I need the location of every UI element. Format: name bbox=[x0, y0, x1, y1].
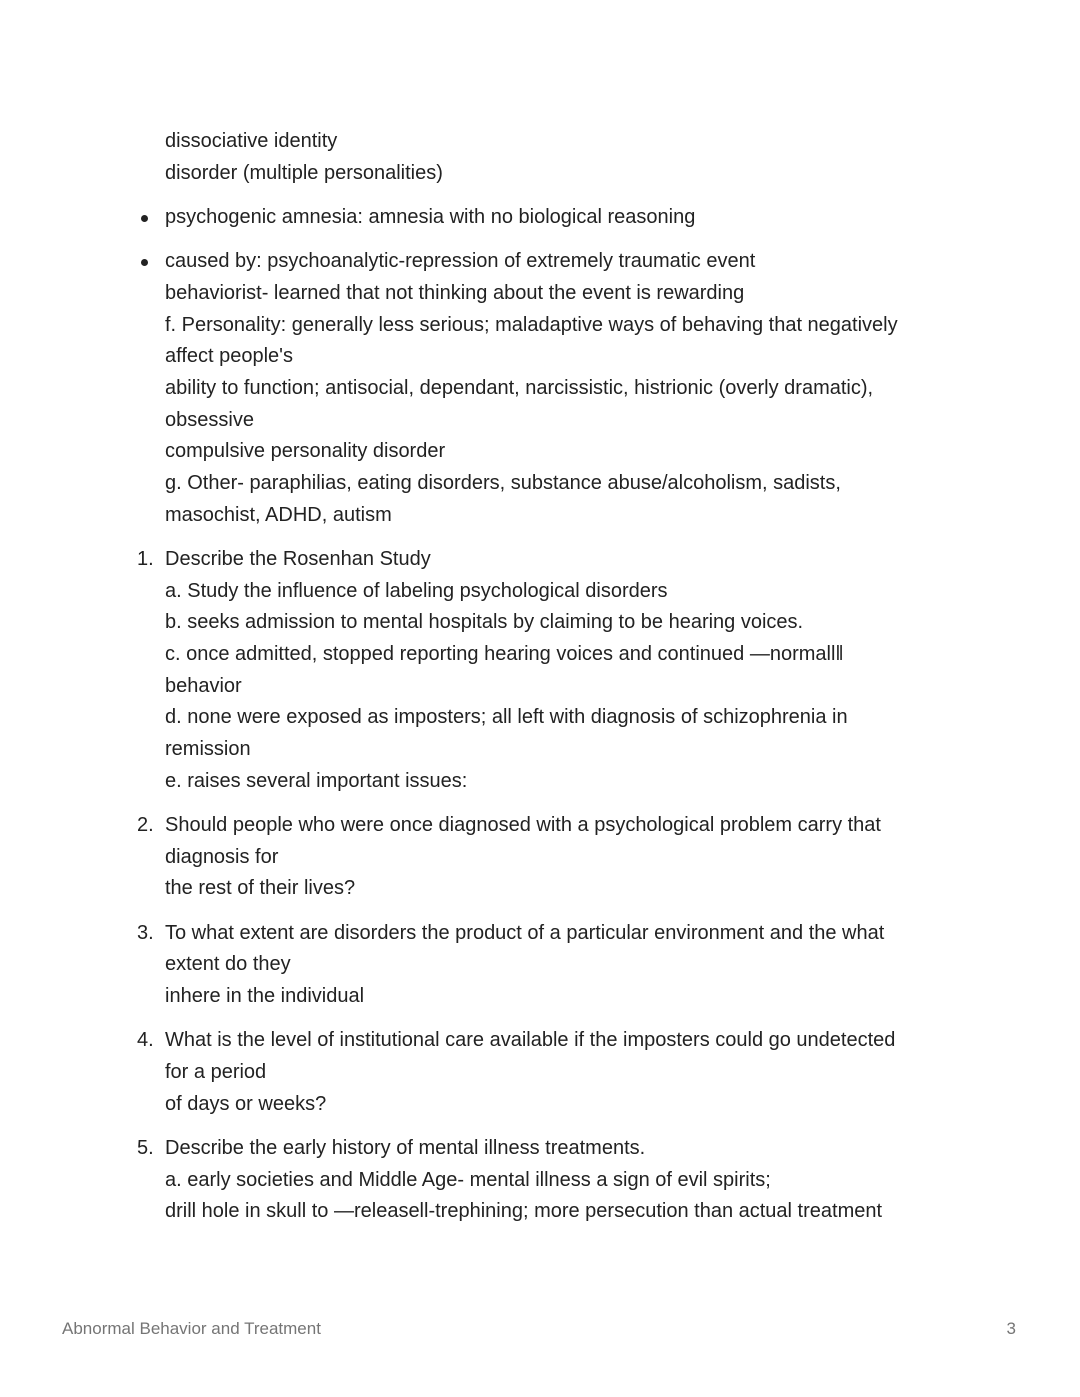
text-line: obsessive bbox=[165, 408, 254, 431]
text-line: caused by: psychoanalytic-repression of extremely traumatic event bbox=[165, 250, 756, 273]
text-line: a. Study the influence of labeling psychological disorders bbox=[165, 579, 668, 602]
bullet-item bbox=[0, 202, 1080, 234]
list-number: 2. bbox=[137, 814, 154, 837]
bullet-icon bbox=[141, 215, 148, 222]
list-number: 4. bbox=[137, 1029, 154, 1052]
text-line: psychogenic amnesia: amnesia with no biological reasoning bbox=[165, 205, 696, 228]
text-line: affect people's bbox=[165, 345, 293, 368]
footer-title: Abnormal Behavior and Treatment bbox=[62, 1319, 321, 1338]
text-line: for a period bbox=[165, 1060, 267, 1083]
numbered-item-2 bbox=[0, 810, 1080, 905]
text-line: inhere in the individual bbox=[165, 985, 365, 1008]
text-line: Should people who were once diagnosed with a psychological problem carry that bbox=[165, 814, 881, 837]
text-line: To what extent are disorders the product of a particular environment and the what bbox=[165, 921, 885, 944]
list-number: 3. bbox=[137, 921, 154, 944]
text-line: compulsive personality disorder bbox=[165, 440, 446, 463]
page-number: 3 bbox=[1006, 1319, 1016, 1338]
list-number: 1. bbox=[137, 547, 154, 570]
text-line: What is the level of institutional care available if the imposters could go undetected bbox=[165, 1029, 896, 1052]
text-line: disorder (multiple personalities) bbox=[165, 161, 443, 184]
list-number: 5. bbox=[137, 1136, 154, 1159]
text-line: b. seeks admission to mental hospitals by claiming to be hearing voices. bbox=[165, 611, 804, 634]
text-line: f. Personality: generally less serious; maladaptive ways of behaving that negatively bbox=[165, 313, 898, 336]
text-line: extent do they bbox=[165, 953, 291, 976]
bullet-icon bbox=[141, 259, 148, 266]
text-line: behavior bbox=[165, 674, 242, 697]
text-line: c. once admitted, stopped reporting hearing voices and continued —normall‖ bbox=[165, 643, 844, 666]
text-line: of days or weeks? bbox=[165, 1092, 327, 1115]
text-line: remission bbox=[165, 738, 251, 761]
bullet-item bbox=[0, 246, 1080, 531]
text-line: dissociative identity bbox=[165, 130, 338, 152]
text-line: drill hole in skull to —releasell-trephining; more persecution than actual treatment bbox=[165, 1200, 883, 1223]
intro-paragraph bbox=[0, 126, 1080, 189]
text-line: masochist, ADHD, autism bbox=[165, 503, 392, 526]
text-line: g. Other- paraphilias, eating disorders, substance abuse/alcoholism, sadists, bbox=[165, 472, 841, 495]
page-content bbox=[0, 126, 1080, 1228]
numbered-item-3 bbox=[0, 918, 1080, 1013]
numbered-item-4 bbox=[0, 1025, 1080, 1120]
numbered-item-5 bbox=[0, 1133, 1080, 1228]
text-line: e. raises several important issues: bbox=[165, 769, 468, 792]
text-line: a. early societies and Middle Age- mental illness a sign of evil spirits; bbox=[165, 1168, 771, 1191]
text-line: ability to function; antisocial, dependant, narcissistic, histrionic (overly dramatic), bbox=[165, 376, 874, 399]
text-line: d. none were exposed as imposters; all left with diagnosis of schizophrenia in bbox=[165, 706, 848, 729]
text-line: diagnosis for bbox=[165, 845, 279, 868]
text-line: behaviorist- learned that not thinking about the event is rewarding bbox=[165, 281, 745, 304]
text-line: the rest of their lives? bbox=[165, 877, 356, 900]
text-line: Describe the Rosenhan Study bbox=[165, 547, 431, 570]
numbered-item-1 bbox=[0, 544, 1080, 798]
text-line: Describe the early history of mental illness treatments. bbox=[165, 1136, 646, 1159]
